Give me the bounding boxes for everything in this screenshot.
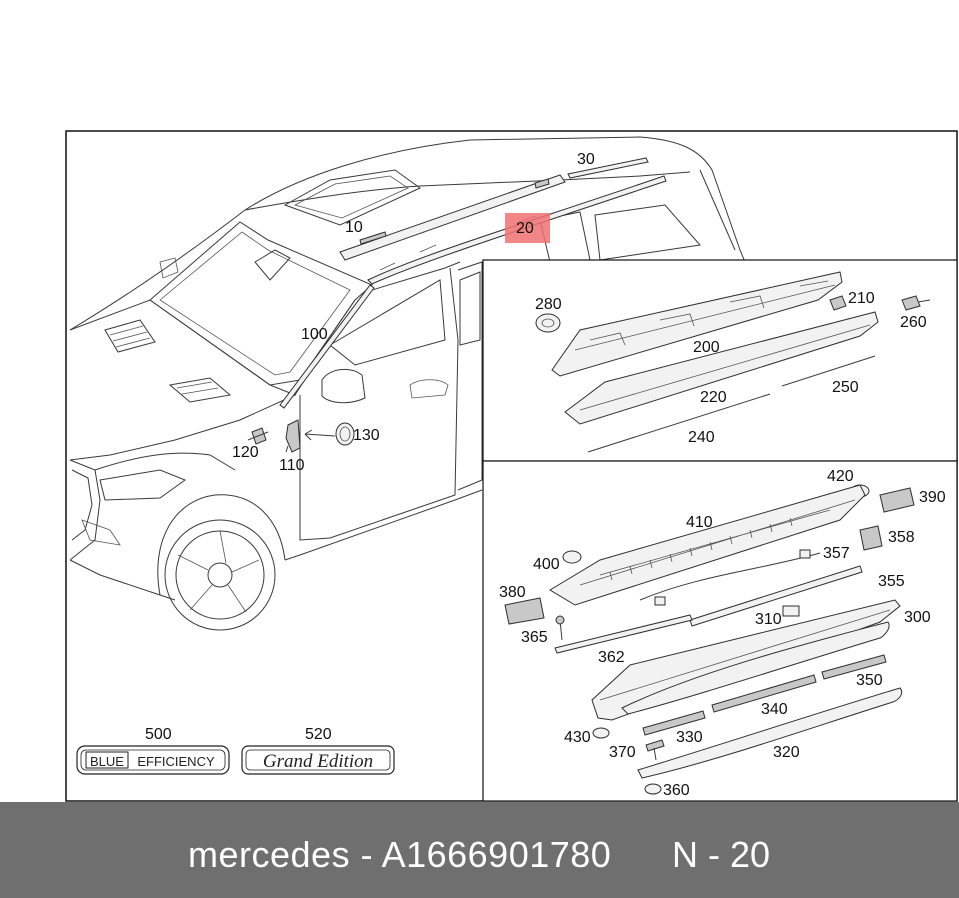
callout-310[interactable]: 310: [755, 611, 782, 628]
callout-30[interactable]: 30: [577, 151, 595, 168]
callout-240[interactable]: 240: [688, 429, 715, 446]
callout-210[interactable]: 210: [848, 290, 875, 307]
callout-280[interactable]: 280: [535, 296, 562, 313]
callout-360[interactable]: 360: [663, 782, 690, 799]
callout-380[interactable]: 380: [499, 584, 526, 601]
callout-260[interactable]: 260: [900, 314, 927, 331]
badge-grand-edition: [242, 746, 394, 774]
callout-365[interactable]: 365: [521, 629, 548, 646]
callout-400[interactable]: 400: [533, 556, 560, 573]
callout-110[interactable]: 110: [279, 457, 305, 474]
callout-350[interactable]: 350: [856, 672, 883, 689]
callout-250[interactable]: 250: [832, 379, 859, 396]
callout-200[interactable]: 200: [693, 339, 720, 356]
callout-330[interactable]: 330: [676, 729, 703, 746]
callout-340[interactable]: 340: [761, 701, 788, 718]
part-130: [336, 423, 354, 445]
callout-390[interactable]: 390: [919, 489, 946, 506]
callout-500[interactable]: 500: [145, 726, 172, 743]
callout-355[interactable]: 355: [878, 573, 905, 590]
badge-blue-efficiency: [77, 746, 229, 774]
callout-130[interactable]: 130: [353, 427, 380, 444]
callout-120[interactable]: 120: [232, 444, 259, 461]
callout-220[interactable]: 220: [700, 389, 727, 406]
callout-100[interactable]: 100: [301, 326, 328, 343]
callout-10[interactable]: 10: [345, 219, 363, 236]
callout-20[interactable]: 20: [516, 220, 534, 237]
badge-grand-edition-text: Grand Edition: [262, 751, 374, 772]
callout-300[interactable]: 300: [904, 609, 931, 626]
callout-520[interactable]: 520: [305, 726, 332, 743]
callout-420[interactable]: 420: [827, 468, 854, 485]
badge-efficiency-text: EFFICIENCY: [137, 754, 215, 769]
callout-370[interactable]: 370: [609, 744, 636, 761]
callout-410[interactable]: 410: [686, 514, 713, 531]
badge-blue-text: BLUE: [90, 754, 124, 769]
callout-362[interactable]: 362: [598, 649, 625, 666]
caption-reference: N - 20: [672, 834, 771, 875]
callout-320[interactable]: 320: [773, 744, 800, 761]
callout-357[interactable]: 357: [823, 545, 850, 562]
caption-part-number: mercedes - A1666901780: [188, 834, 612, 875]
callout-358[interactable]: 358: [888, 529, 915, 546]
callout-430[interactable]: 430: [564, 729, 591, 746]
